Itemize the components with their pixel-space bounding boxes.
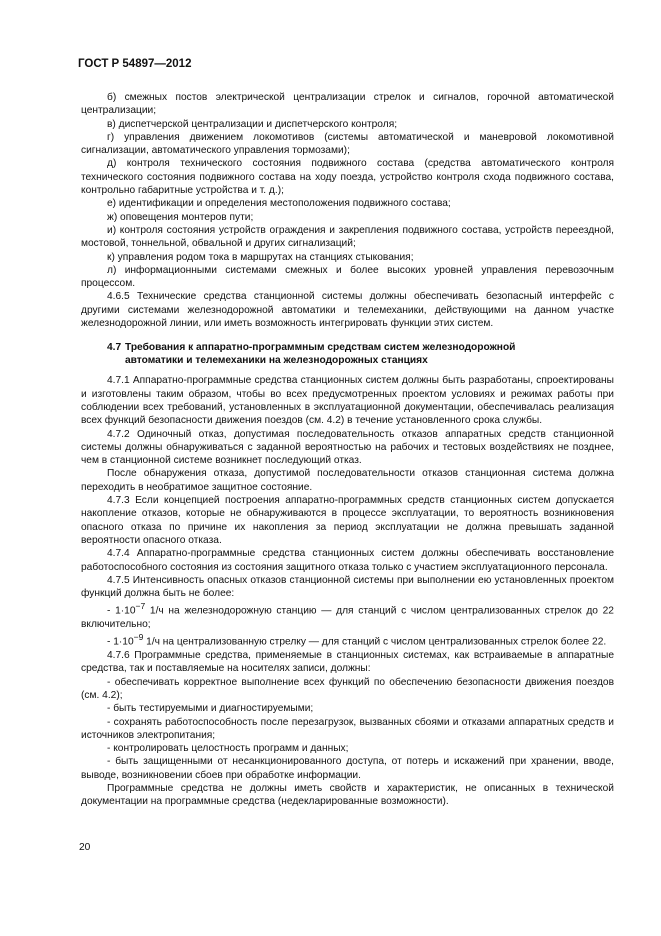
- section-title-line1: Требования к аппаратно-программным средствам систем железнодорожной: [125, 342, 516, 354]
- rate-item-switch: [81, 631, 614, 649]
- list-item-v: в) диспетчерской централизации и диспетчерского контроля;: [107, 118, 398, 130]
- paragraph-4-7-1: 4.7.1 Аппаратно-программные средства станционных систем должны быть разработаны, спроектированы и изготовлены таким образом, чтобы во всех предусмотренных проектом условиях и режимах работы при соблюдении всех требований, установленных в эксплуатационной документации, обеспечивалась реализация всех функций безопасности движения поездов (см. 4.2) в течение установленного срока службы.: [81, 375, 614, 427]
- document-header: ГОСТ Р 54897—2012: [78, 58, 192, 70]
- rate-item-switch-post: 1/ч на централизованную стрелку — для станций с числом централизованных стрелок более 22.: [143, 636, 607, 648]
- paragraph-4-7-2: 4.7.2 Одиночный отказ, допустимая последовательность отказов аппаратных средств станционной системы должны обнаруживаться с заданной вероятностью на рабочих и тестовых воздействиях не позднее, чем в станционной системе возникнет последующий отказ.: [81, 428, 614, 467]
- rate-item-station-exp: −7: [135, 601, 146, 612]
- document-body: [81, 91, 614, 809]
- list-item-e: е) идентификации и определения местоположения подвижного состава;: [107, 198, 451, 210]
- paragraph-final: Программные средства не должны иметь свойств и характеристик, не описанных в технической документации на программные средства (недекларированные возможности).: [81, 783, 614, 808]
- rate-item-switch-exp: −9: [133, 632, 144, 643]
- list-item-l: л) информационными системами смежных и более высоких уровней управления перевозочным процессом.: [81, 264, 614, 290]
- section-title-line2: автоматики и телемеханики на железнодорожных станциях: [125, 355, 428, 367]
- rate-item-station-post: 1/ч на железнодорожную станцию — для станций с числом централизованных стрелок до 22 включительно;: [81, 605, 614, 631]
- bullet-resilience: - сохранять работоспособность после перезагрузок, вызванных сбоями и отказами аппаратных средств и источников электропитания;: [81, 716, 614, 741]
- rate-item-station: [81, 600, 614, 631]
- list-item-k: к) управления родом тока в маршрутах на станциях стыкования;: [107, 251, 414, 263]
- bullet-integrity: - контролировать целостность программ и данных;: [107, 743, 349, 755]
- paragraph-4-7-4: 4.7.4 Аппаратно-программные средства станционных систем должны обеспечивать восстановление работоспособного состояния из состояния защитного отказа только с участием эксплуатационного персонала.: [81, 548, 614, 573]
- paragraph-4-7-2-cont: После обнаружения отказа, допустимой последовательности отказов станционная система должна переходить в необратимое защитное состояние.: [81, 468, 614, 493]
- page-number: 20: [79, 842, 91, 853]
- paragraph-4-7-6: 4.7.6 Программные средства, применяемые в станционных системах, как встраиваемые в аппаратные средства, так и поставляемые на носителях записи, должны:: [81, 650, 614, 675]
- list-item-i: и) контроля состояния устройств ограждения и закрепления подвижного состава, устройств переездной, мостовой, тоннельной, обвальной и других сигнализаций;: [81, 224, 614, 250]
- list-item-g: г) управления движением локомотивов (системы автоматической и маневровой локомотивной сигнализации, автоматического управления тормозами);: [81, 131, 614, 157]
- list-item-b: б) смежных постов электрической централизации стрелок и сигналов, горочной автоматической централизации;: [81, 92, 614, 117]
- list-item-d: д) контроля технического состояния подвижного состава (средства автоматического контроля технического состояния подвижного состава на ходу поезда, устройство контроля схода подвижного состава, контрольно габаритные устройства и т. д.);: [81, 158, 614, 197]
- bullet-protection: - быть защищенными от несанкционированного доступа, от потерь и искажений при хранении, вводе, выводе, возникновении сбоев при обработке информации.: [81, 756, 614, 781]
- rate-item-station-pre: - 1·10: [107, 605, 136, 617]
- bullet-correct-execution: - обеспечивать корректное выполнение всех функций по обеспечению безопасности движения поездов (см. 4.2);: [81, 676, 614, 701]
- rate-item-switch-pre: - 1·10: [107, 636, 134, 648]
- paragraph-4-6-5: 4.6.5 Технические средства станционной системы должны обеспечивать безопасный интерфейс с другими системами железнодорожной автоматики и телемеханики, действующими на данном участке железнодорожной линии, или иметь возможность интегрировать функции этих систем.: [81, 291, 614, 330]
- bullet-testable: - быть тестируемыми и диагностируемыми;: [107, 703, 314, 715]
- list-item-zh: ж) оповещения монтеров пути;: [107, 211, 254, 223]
- paragraph-4-7-3: 4.7.3 Если концепцией построения аппаратно-программных средств станционных систем допускается накопление отказов, которые не обнаруживаются в процессе эксплуатации, то вероятность возникновения опасного отказа по причине их накопления за период эксплуатации не должна превышать заданной вероятности опасного отказа.: [81, 495, 614, 546]
- section-heading-4-7: [81, 341, 614, 367]
- section-number: 4.7: [107, 342, 122, 354]
- paragraph-4-7-5: 4.7.5 Интенсивность опасных отказов станционной системы при выполнении ею установленных проектом функций должна быть не более:: [81, 574, 614, 600]
